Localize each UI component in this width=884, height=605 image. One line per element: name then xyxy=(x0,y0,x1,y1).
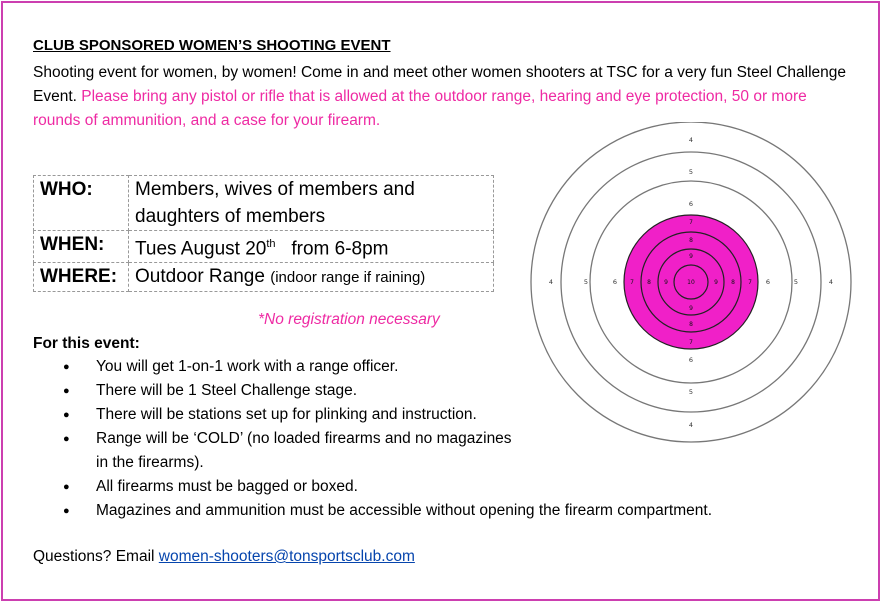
no-registration-note: *No registration necessary xyxy=(258,311,440,328)
intro-highlight: Please bring any pistol or rifle that is allowed at the outdoor range, hearing and eye protection, 50 or more rounds of ammunition, and a case for your firearm. xyxy=(33,88,807,129)
contact-email-link[interactable]: women-shooters@tonsportsclub.com xyxy=(158,548,415,565)
label-5-top: 5 xyxy=(688,168,694,176)
shooting-target-icon xyxy=(528,122,854,448)
when-time: from 6-8pm xyxy=(275,238,389,260)
where-label: WHERE: xyxy=(34,263,129,292)
label-5-left: 5 xyxy=(583,278,589,286)
where-row xyxy=(34,263,494,292)
label-5-right: 5 xyxy=(793,278,799,286)
bullet-item: ● There will be 1 Steel Challenge stage. xyxy=(63,379,843,403)
when-row xyxy=(34,231,494,263)
label-9-right: 9 xyxy=(714,279,718,286)
label-9-bottom: 9 xyxy=(689,305,693,312)
label-6-bottom: 6 xyxy=(688,356,694,364)
who-label: WHO: xyxy=(34,176,129,231)
label-6-right: 6 xyxy=(765,278,771,286)
label-4-right: 4 xyxy=(828,278,834,286)
event-title: CLUB SPONSORED WOMEN’S SHOOTING EVENT xyxy=(33,37,391,54)
bullet-item: ● There will be stations set up for plinking and instruction. xyxy=(63,403,843,427)
who-row xyxy=(34,176,494,231)
label-7-bottom: 7 xyxy=(689,339,693,346)
label-8-bottom: 8 xyxy=(689,321,693,328)
label-7-left: 7 xyxy=(630,279,634,286)
bullet-item: ● Range will be ‘COLD’ (no loaded firearms and no magazines in the firearms). xyxy=(63,427,516,475)
where-location: Outdoor Range xyxy=(135,266,271,288)
intro-text: Shooting event for women, by women! Come in and meet other women shooters at TSC for a very fun Steel Challenge Event. xyxy=(33,64,847,105)
bullet-item: ● Magazines and ammunition must be accessible without opening the firearm compartment. xyxy=(63,499,843,523)
when-date: Tues August 20 xyxy=(135,238,267,260)
label-8-right: 8 xyxy=(731,279,735,286)
bullet-item: ● All firearms must be bagged or boxed. xyxy=(63,475,843,499)
label-7-right: 7 xyxy=(748,279,752,286)
label-5-bottom: 5 xyxy=(688,388,694,396)
label-7-top: 7 xyxy=(689,219,693,226)
label-6-left: 6 xyxy=(612,278,618,286)
label-4-bottom: 4 xyxy=(688,421,694,429)
label-4-top: 4 xyxy=(688,136,694,144)
where-note: (indoor range if raining) xyxy=(270,269,426,287)
label-4-left: 4 xyxy=(548,278,554,286)
questions-prefix: Questions? Email xyxy=(33,548,159,565)
label-6-top: 6 xyxy=(688,200,694,208)
who-value: Members, wives of members and daughters of members xyxy=(129,176,494,231)
where-value xyxy=(129,263,494,292)
bullet-item: ● You will get 1-on-1 work with a range officer. xyxy=(63,355,843,379)
label-10-center: 10 xyxy=(687,279,695,286)
questions-line xyxy=(33,548,415,566)
for-event-heading: For this event: xyxy=(33,335,140,352)
label-8-left: 8 xyxy=(647,279,651,286)
when-label: WHEN: xyxy=(34,231,129,263)
label-9-left: 9 xyxy=(664,279,668,286)
when-value xyxy=(129,231,494,263)
label-8-top: 8 xyxy=(689,237,693,244)
label-9-top: 9 xyxy=(689,253,693,260)
event-details-table xyxy=(33,175,494,292)
when-date-suffix: th xyxy=(266,238,276,250)
